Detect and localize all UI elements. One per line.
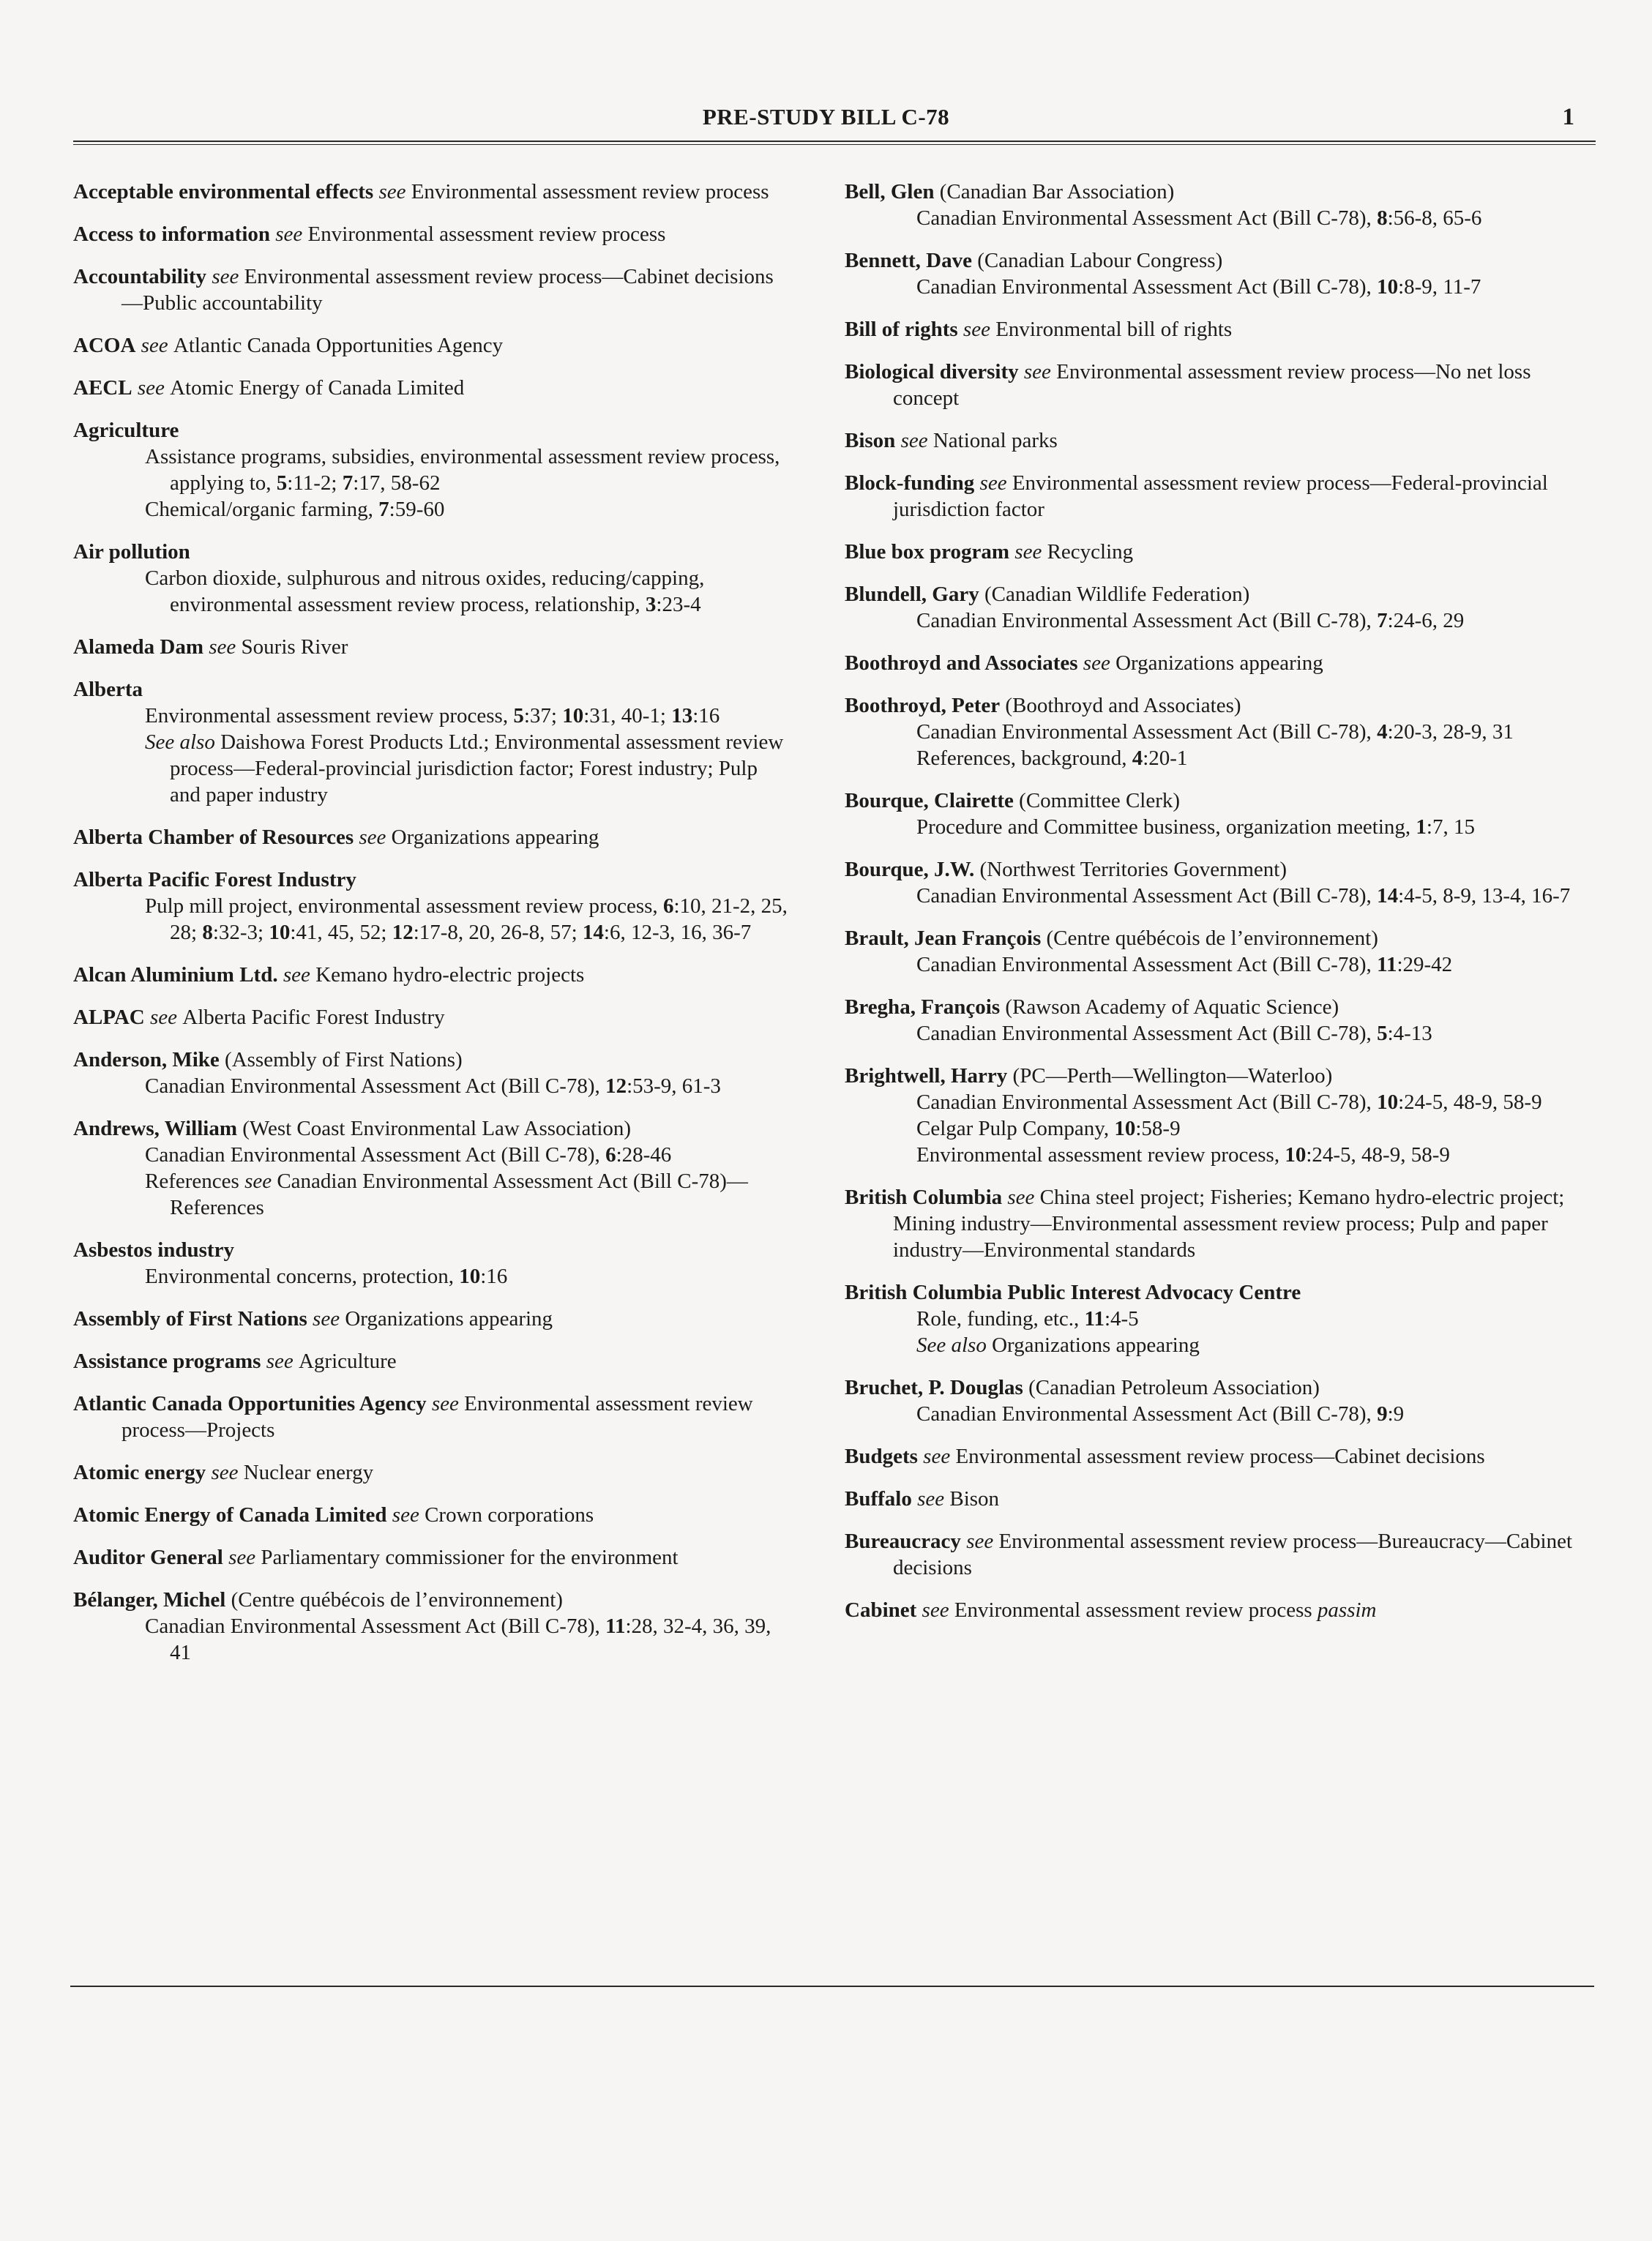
entry-text: :4-5, 8-9, 13-4, 16-7 bbox=[1398, 884, 1571, 908]
entry-text: Environmental assessment review process—No net loss concept bbox=[893, 360, 1531, 410]
index-entry bbox=[845, 856, 1585, 909]
index-entry bbox=[845, 1184, 1585, 1263]
entry-text: Environmental assessment review process bbox=[954, 1598, 1318, 1622]
entry-heading: Bélanger, Michel bbox=[73, 1588, 226, 1612]
entry-heading: ACOA bbox=[73, 334, 136, 357]
index-entry bbox=[73, 1237, 791, 1290]
index-column-left bbox=[73, 179, 791, 1682]
entry-text: Recycling bbox=[1047, 540, 1134, 564]
entry-heading: British Columbia bbox=[845, 1186, 1003, 1209]
entry-subheading bbox=[893, 814, 1585, 840]
index-entry bbox=[845, 581, 1585, 634]
entry-text: :58-9 bbox=[1135, 1117, 1181, 1140]
index-entry bbox=[845, 650, 1585, 676]
entry-text: Environmental assessment review process bbox=[411, 180, 769, 203]
italic-text: see bbox=[1077, 651, 1116, 675]
volume-number: 8 bbox=[1377, 206, 1388, 230]
entry-subheading bbox=[122, 1168, 791, 1221]
entry-text: Role, funding, etc., bbox=[916, 1307, 1085, 1331]
italic-text: see bbox=[957, 318, 996, 341]
entry-text: Atlantic Canada Opportunities Agency bbox=[173, 334, 504, 357]
entry-text: Atomic Energy of Canada Limited bbox=[170, 376, 465, 400]
entry-subheading bbox=[893, 1142, 1585, 1168]
entry-text: :17, 58-62 bbox=[353, 471, 441, 495]
index-entry bbox=[73, 1306, 791, 1332]
volume-number: 6 bbox=[605, 1143, 616, 1167]
entry-subheading bbox=[893, 1020, 1585, 1047]
volume-number: 12 bbox=[605, 1074, 627, 1098]
index-entry bbox=[73, 867, 791, 946]
volume-number: 1 bbox=[1416, 815, 1427, 839]
entry-text: Organizations appearing bbox=[1115, 651, 1323, 675]
volume-number: 10 bbox=[1285, 1143, 1307, 1167]
index-entry bbox=[845, 1279, 1585, 1358]
entry-text: (PC—Perth—Wellington—Waterloo) bbox=[1007, 1064, 1333, 1088]
index-entry bbox=[845, 1443, 1585, 1470]
entry-heading: Alberta Pacific Forest Industry bbox=[73, 868, 356, 891]
index-entry bbox=[845, 359, 1585, 411]
entry-text: :20-1 bbox=[1143, 747, 1188, 770]
entry-text: References bbox=[145, 1170, 245, 1193]
italic-text: see bbox=[277, 963, 316, 987]
entry-text: :10, 21-2, 25, 28; bbox=[170, 894, 788, 944]
entry-heading: Bourque, Clairette bbox=[845, 789, 1014, 812]
entry-text: :23-4 bbox=[656, 593, 701, 616]
entry-text: Environmental assessment review process—Projects bbox=[122, 1392, 753, 1442]
entry-text: Organizations appearing bbox=[992, 1333, 1200, 1357]
entry-text: Procedure and Committee business, organization meeting, bbox=[916, 815, 1416, 839]
italic-text: see bbox=[917, 1445, 956, 1468]
entry-text: :16 bbox=[692, 704, 720, 727]
entry-text: :28, 32-4, 36, 39, 41 bbox=[170, 1615, 771, 1664]
index-entry bbox=[845, 692, 1585, 771]
index-entry bbox=[73, 1004, 791, 1030]
entry-heading: Blue box program bbox=[845, 540, 1010, 564]
entry-text: Environmental bill of rights bbox=[995, 318, 1233, 341]
index-entry bbox=[845, 1528, 1585, 1581]
index-entry bbox=[73, 263, 791, 316]
entry-subheading bbox=[122, 1263, 791, 1290]
entry-text: (Canadian Labour Congress) bbox=[971, 249, 1223, 272]
entry-text: Canadian Environmental Assessment Act (Bill C-78), bbox=[916, 275, 1378, 299]
volume-number: 11 bbox=[605, 1615, 626, 1638]
entry-heading: Air pollution bbox=[73, 540, 190, 564]
entry-subheading bbox=[893, 607, 1585, 634]
italic-text: see bbox=[135, 334, 173, 357]
entry-text: Organizations appearing bbox=[345, 1307, 553, 1331]
entry-heading: Bell, Glen bbox=[845, 180, 935, 203]
entry-text: Alberta Pacific Forest Industry bbox=[182, 1006, 445, 1029]
entry-text: Crown corporations bbox=[425, 1503, 594, 1527]
entry-heading: Bregha, François bbox=[845, 995, 1001, 1019]
entry-text: Environmental assessment review process—Federal-provincial jurisdiction factor bbox=[893, 471, 1548, 521]
index-entry bbox=[73, 1459, 791, 1486]
entry-text: Organizations appearing bbox=[391, 826, 599, 849]
index-entry bbox=[73, 1391, 791, 1443]
index-entry bbox=[73, 332, 791, 359]
index-entry bbox=[73, 634, 791, 660]
entry-text: Kemano hydro-electric projects bbox=[315, 963, 585, 987]
entry-text: :24-5, 48-9, 58-9 bbox=[1398, 1090, 1542, 1114]
volume-number: 10 bbox=[1377, 275, 1399, 299]
entry-heading: Brault, Jean François bbox=[845, 927, 1042, 950]
italic-text: see bbox=[916, 1598, 954, 1622]
entry-text: :37; bbox=[523, 704, 563, 727]
entry-subheading bbox=[893, 1401, 1585, 1427]
entry-text: National parks bbox=[932, 429, 1058, 452]
page-header bbox=[0, 0, 1652, 146]
volume-number: 7 bbox=[1377, 609, 1388, 632]
entry-text: :31, 40-1; bbox=[583, 704, 672, 727]
entry-text: :56-8, 65-6 bbox=[1387, 206, 1482, 230]
entry-text: :24-5, 48-9, 58-9 bbox=[1306, 1143, 1450, 1167]
entry-subheading bbox=[122, 1613, 791, 1666]
entry-text: Environmental concerns, protection, bbox=[145, 1265, 460, 1288]
index-entry bbox=[845, 1486, 1585, 1512]
entry-heading: Auditor General bbox=[73, 1546, 223, 1569]
index-entry bbox=[845, 316, 1585, 343]
italic-text: See also bbox=[916, 1333, 993, 1357]
volume-number: 4 bbox=[1132, 747, 1143, 770]
entry-heading: Alberta bbox=[73, 678, 143, 701]
volume-number: 9 bbox=[1377, 1402, 1388, 1426]
italic-text: passim bbox=[1317, 1598, 1377, 1622]
entry-text: :29-42 bbox=[1397, 953, 1453, 976]
index-column-right bbox=[845, 179, 1585, 1639]
volume-number: 12 bbox=[392, 921, 414, 944]
entry-text: Environmental assessment review process bbox=[307, 222, 666, 246]
italic-text: see bbox=[960, 1530, 999, 1553]
entry-text: Canadian Environmental Assessment Act (Bill C-78), bbox=[145, 1615, 606, 1638]
volume-number: 13 bbox=[671, 704, 693, 727]
volume-number: 7 bbox=[342, 471, 354, 495]
entry-heading: Bill of rights bbox=[845, 318, 958, 341]
italic-text: see bbox=[386, 1503, 425, 1527]
entry-text: :8-9, 11-7 bbox=[1398, 275, 1481, 299]
index-entry bbox=[845, 427, 1585, 454]
index-entry bbox=[73, 1544, 791, 1571]
entry-heading: Alcan Aluminium Ltd. bbox=[73, 963, 278, 987]
italic-text: see bbox=[206, 265, 244, 288]
entry-subheading bbox=[893, 205, 1585, 231]
entry-text: :32-3; bbox=[212, 921, 269, 944]
entry-subheading bbox=[893, 1306, 1585, 1332]
entry-subheading bbox=[893, 951, 1585, 978]
italic-text: see bbox=[206, 1461, 244, 1484]
entry-text: :6, 12-3, 16, 36-7 bbox=[603, 921, 752, 944]
entry-heading: Access to information bbox=[73, 222, 271, 246]
entry-heading: Atomic energy bbox=[73, 1461, 206, 1484]
volume-number: 3 bbox=[645, 593, 657, 616]
entry-text: Bison bbox=[949, 1487, 1000, 1511]
italic-text: see bbox=[895, 429, 933, 452]
italic-text: see bbox=[307, 1307, 345, 1331]
volume-number: 10 bbox=[562, 704, 584, 727]
entry-heading: Andrews, William bbox=[73, 1117, 237, 1140]
entry-text: Assistance programs, subsidies, environmental assessment review process, applying to, bbox=[145, 445, 780, 495]
entry-heading: ALPAC bbox=[73, 1006, 145, 1029]
entry-subheading bbox=[893, 719, 1585, 745]
entry-heading: Block-funding bbox=[845, 471, 975, 495]
italic-text: see bbox=[354, 826, 392, 849]
entry-text: Canadian Environmental Assessment Act (Bill C-78), bbox=[145, 1143, 606, 1167]
italic-text: see bbox=[270, 222, 308, 246]
index-entry bbox=[845, 1597, 1585, 1623]
entry-text: :16 bbox=[480, 1265, 508, 1288]
entry-heading: Asbestos industry bbox=[73, 1238, 234, 1262]
italic-text: see bbox=[974, 471, 1012, 495]
entry-subheading bbox=[122, 893, 791, 946]
entry-text: Environmental assessment review process, bbox=[145, 704, 514, 727]
entry-text: :59-60 bbox=[389, 498, 445, 521]
page-number: 1 bbox=[1562, 104, 1574, 130]
index-entry bbox=[845, 539, 1585, 565]
entry-heading: Anderson, Mike bbox=[73, 1048, 220, 1071]
entry-subheading bbox=[893, 883, 1585, 909]
volume-number: 7 bbox=[378, 498, 389, 521]
italic-text: see bbox=[244, 1170, 272, 1193]
entry-text: (Canadian Bar Association) bbox=[934, 180, 1175, 203]
entry-text: Parliamentary commissioner for the environment bbox=[261, 1546, 679, 1569]
entry-subheading bbox=[122, 496, 791, 523]
entry-subheading bbox=[122, 1142, 791, 1168]
entry-text: Celgar Pulp Company, bbox=[916, 1117, 1115, 1140]
italic-text: see bbox=[203, 635, 242, 659]
entry-text: (Assembly of First Nations) bbox=[219, 1048, 463, 1071]
entry-subheading bbox=[893, 745, 1585, 771]
index-entry bbox=[845, 787, 1585, 840]
entry-text: (Boothroyd and Associates) bbox=[1000, 694, 1241, 717]
entry-text: Canadian Environmental Assessment Act (Bill C-78)—References bbox=[170, 1170, 748, 1219]
index-entry bbox=[73, 676, 791, 808]
entry-text: Daishowa Forest Products Ltd.; Environmental assessment review process—Federal-provincial jurisdiction factor; Forest industry; Pulp and paper industry bbox=[170, 730, 784, 807]
volume-number: 4 bbox=[1377, 720, 1388, 744]
italic-text: see bbox=[223, 1546, 261, 1569]
entry-text: Pulp mill project, environmental assessment review process, bbox=[145, 894, 663, 918]
entry-text: (Northwest Territories Government) bbox=[974, 858, 1287, 881]
entry-text: Environmental assessment review process—Cabinet decisions bbox=[955, 1445, 1485, 1468]
entry-text: China steel project; Fisheries; Kemano hydro-electric project; Mining industry—Environmental assessment review process; Pulp and paper industry—Environmental standards bbox=[893, 1186, 1565, 1262]
entry-subheading bbox=[122, 444, 791, 496]
volume-number: 10 bbox=[459, 1265, 481, 1288]
italic-text: see bbox=[1018, 360, 1057, 384]
entry-text: :4-5 bbox=[1104, 1307, 1139, 1331]
volume-number: 14 bbox=[1377, 884, 1399, 908]
entry-heading: Brightwell, Harry bbox=[845, 1064, 1008, 1088]
italic-text: see bbox=[373, 180, 411, 203]
entry-heading: Bourque, J.W. bbox=[845, 858, 975, 881]
volume-number: 6 bbox=[662, 894, 674, 918]
entry-subheading bbox=[122, 703, 791, 729]
entry-text: Canadian Environmental Assessment Act (Bill C-78), bbox=[916, 884, 1378, 908]
italic-text: see bbox=[132, 376, 171, 400]
entry-text: (Committee Clerk) bbox=[1013, 789, 1181, 812]
entry-subheading bbox=[893, 1332, 1585, 1358]
entry-heading: Bruchet, P. Douglas bbox=[845, 1376, 1023, 1399]
entry-text: (Centre québécois de l’environnement) bbox=[225, 1588, 563, 1612]
entry-heading: Assembly of First Nations bbox=[73, 1307, 307, 1331]
index-entry bbox=[845, 1374, 1585, 1427]
entry-text: Agriculture bbox=[298, 1350, 397, 1373]
entry-heading: Agriculture bbox=[73, 419, 179, 442]
entry-heading: Cabinet bbox=[845, 1598, 917, 1622]
header-rule-thin bbox=[73, 144, 1596, 145]
entry-text: Carbon dioxide, sulphurous and nitrous oxides, reducing/capping, environmental assessment review process, relationship, bbox=[145, 566, 705, 616]
italic-text: See also bbox=[145, 730, 221, 754]
italic-text: see bbox=[426, 1392, 465, 1415]
entry-heading: Bison bbox=[845, 429, 896, 452]
entry-text: :24-6, 29 bbox=[1387, 609, 1465, 632]
index-entry bbox=[845, 994, 1585, 1047]
entry-text: :20-3, 28-9, 31 bbox=[1387, 720, 1514, 744]
index-entry bbox=[73, 221, 791, 247]
index-entry bbox=[73, 375, 791, 401]
volume-number: 10 bbox=[269, 921, 291, 944]
index-entry bbox=[845, 470, 1585, 523]
entry-text: Environmental assessment review process, bbox=[916, 1143, 1285, 1167]
index-entry bbox=[73, 1348, 791, 1374]
entry-text: :17-8, 20, 26-8, 57; bbox=[413, 921, 583, 944]
entry-heading: Buffalo bbox=[845, 1487, 912, 1511]
entry-text: :7, 15 bbox=[1426, 815, 1475, 839]
volume-number: 10 bbox=[1377, 1090, 1399, 1114]
entry-text: (Canadian Wildlife Federation) bbox=[979, 583, 1250, 606]
entry-heading: Accountability bbox=[73, 265, 207, 288]
entry-text: :9 bbox=[1387, 1402, 1405, 1426]
entry-subheading bbox=[893, 1115, 1585, 1142]
entry-text: Environmental assessment review process—Cabinet decisions—Public accountability bbox=[122, 265, 774, 315]
entry-text: :4-13 bbox=[1387, 1022, 1432, 1045]
entry-heading: Biological diversity bbox=[845, 360, 1019, 384]
header-rule bbox=[73, 141, 1596, 142]
entry-subheading bbox=[893, 1089, 1585, 1115]
entry-text: Canadian Environmental Assessment Act (Bill C-78), bbox=[916, 1090, 1378, 1114]
index-entry bbox=[845, 247, 1585, 300]
entry-heading: Bureaucracy bbox=[845, 1530, 961, 1553]
entry-text: Nuclear energy bbox=[243, 1461, 374, 1484]
entry-heading: Atlantic Canada Opportunities Agency bbox=[73, 1392, 427, 1415]
entry-text: Canadian Environmental Assessment Act (Bill C-78), bbox=[916, 206, 1378, 230]
italic-text: see bbox=[144, 1006, 183, 1029]
entry-text: (Canadian Petroleum Association) bbox=[1023, 1376, 1320, 1399]
entry-text: Canadian Environmental Assessment Act (Bill C-78), bbox=[916, 720, 1378, 744]
entry-heading: Alberta Chamber of Resources bbox=[73, 826, 354, 849]
entry-text: Canadian Environmental Assessment Act (Bill C-78), bbox=[916, 609, 1378, 632]
italic-text: see bbox=[911, 1487, 950, 1511]
index-entry bbox=[845, 1063, 1585, 1168]
volume-number: 11 bbox=[1377, 953, 1397, 976]
italic-text: see bbox=[261, 1350, 299, 1373]
entry-text: (Rawson Academy of Aquatic Science) bbox=[1000, 995, 1339, 1019]
entry-text: :28-46 bbox=[616, 1143, 672, 1167]
entry-text: (West Coast Environmental Law Association) bbox=[237, 1117, 632, 1140]
entry-heading: British Columbia Public Interest Advocacy Centre bbox=[845, 1281, 1301, 1304]
entry-heading: Bennett, Dave bbox=[845, 249, 972, 272]
index-entry bbox=[73, 962, 791, 988]
entry-text: Canadian Environmental Assessment Act (Bill C-78), bbox=[145, 1074, 606, 1098]
entry-text: Canadian Environmental Assessment Act (Bill C-78), bbox=[916, 1402, 1378, 1426]
index-entry bbox=[73, 824, 791, 850]
index-entry bbox=[73, 1587, 791, 1666]
volume-number: 5 bbox=[513, 704, 524, 727]
index-entry bbox=[73, 539, 791, 618]
entry-heading: AECL bbox=[73, 376, 132, 400]
entry-text: References, background, bbox=[916, 747, 1132, 770]
index-entry bbox=[845, 179, 1585, 231]
entry-text: Souris River bbox=[241, 635, 348, 659]
volume-number: 14 bbox=[582, 921, 604, 944]
entry-text: Chemical/organic farming, bbox=[145, 498, 379, 521]
page-title: PRE-STUDY BILL C-78 bbox=[702, 104, 950, 130]
entry-subheading bbox=[122, 565, 791, 618]
volume-number: 5 bbox=[1377, 1022, 1388, 1045]
index-entry bbox=[73, 1502, 791, 1528]
entry-text: :11-2; bbox=[287, 471, 343, 495]
entry-subheading bbox=[122, 1073, 791, 1099]
entry-text: Canadian Environmental Assessment Act (Bill C-78), bbox=[916, 1022, 1378, 1045]
entry-text: :53-9, 61-3 bbox=[627, 1074, 721, 1098]
index-entry bbox=[845, 925, 1585, 978]
italic-text: see bbox=[1009, 540, 1047, 564]
entry-text: Canadian Environmental Assessment Act (Bill C-78), bbox=[916, 953, 1378, 976]
footer-rule bbox=[70, 1986, 1594, 1987]
entry-heading: Atomic Energy of Canada Limited bbox=[73, 1503, 387, 1527]
entry-subheading bbox=[122, 729, 791, 808]
entry-text: Environmental assessment review process—Bureaucracy—Cabinet decisions bbox=[893, 1530, 1573, 1579]
volume-number: 10 bbox=[1114, 1117, 1136, 1140]
entry-heading: Assistance programs bbox=[73, 1350, 261, 1373]
italic-text: see bbox=[1002, 1186, 1040, 1209]
entry-text: (Centre québécois de l’environnement) bbox=[1041, 927, 1378, 950]
index-entry bbox=[73, 1047, 791, 1099]
entry-heading: Alameda Dam bbox=[73, 635, 204, 659]
volume-number: 8 bbox=[202, 921, 213, 944]
volume-number: 5 bbox=[276, 471, 288, 495]
index-entry bbox=[73, 1115, 791, 1221]
index-entry bbox=[73, 179, 791, 205]
entry-text: :41, 45, 52; bbox=[290, 921, 392, 944]
entry-subheading bbox=[893, 274, 1585, 300]
entry-heading: Blundell, Gary bbox=[845, 583, 979, 606]
entry-heading: Boothroyd, Peter bbox=[845, 694, 1001, 717]
entry-heading: Acceptable environmental effects bbox=[73, 180, 374, 203]
entry-heading: Budgets bbox=[845, 1445, 918, 1468]
index-entry bbox=[73, 417, 791, 523]
entry-heading: Boothroyd and Associates bbox=[845, 651, 1078, 675]
volume-number: 11 bbox=[1084, 1307, 1105, 1331]
